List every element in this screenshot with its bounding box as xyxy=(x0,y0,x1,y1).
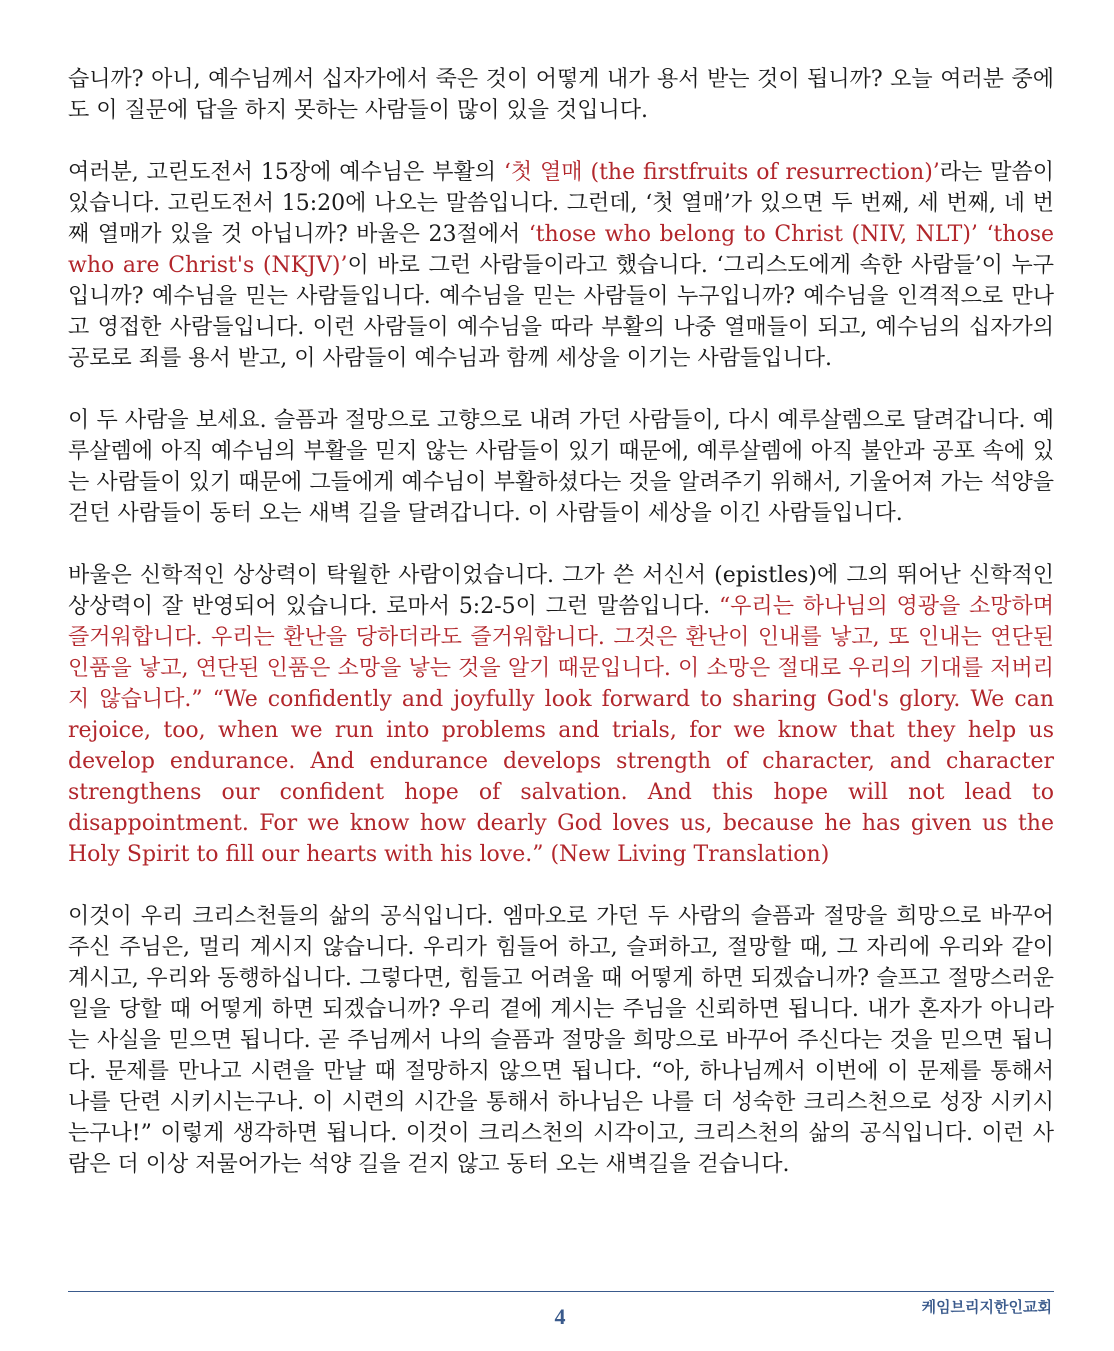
quoted-text-run: ‘those who belong to Christ (NIV, NLT)’ ‘those who are Christ's (NKJV)’ xyxy=(68,222,1055,278)
text-run: 라는 말씀이 있습니다. 고린도전서 15:20에 나오는 말씀입니다. 그런데, ‘첫 열매’가 있으면 두 번째, 세 번째, 네 번째 열매가 있을 것 아닙니까? 바울은 23절에서 xyxy=(68,160,1054,247)
quoted-text-run: ‘첫 열매 (the firstfruits of resurrection)’ xyxy=(503,160,940,185)
paragraph-2 xyxy=(68,157,1054,374)
body-text xyxy=(68,64,1054,1211)
text-run: 습니까? 아니, 예수님께서 십자가에서 죽은 것이 어떻게 내가 용서 받는 것이 됩니까? 오늘 여러분 중에도 이 질문에 답을 하지 못하는 사람들이 많이 있을 것입니다. xyxy=(68,67,1054,123)
page-number: 4 xyxy=(554,1304,566,1329)
paragraph-4 xyxy=(68,560,1054,870)
scripture-quote: “우리는 하나님의 영광을 소망하며 즐거워합니다. 우리는 환난을 당하더라도 즐거워합니다. 그것은 환난이 인내를 낳고, 또 인내는 연단된 인품을 낳고, 연단된 인품은 소망을 낳는 것을 알기 때문입니다. 이 소망은 절대로 우리의 기대를 저버리지 않습니다.” “We confidently and joyfully look forward to sharing God's glory. We can rejoice, too, when we run into problems and trials, for we know that they help us develop endurance. And endurance develops strength of character, and character strengthens our confident hope of salvation. And this hope will not lead to disappointment. For we know how dearly God loves us, because he has given us the Holy Spirit to fill our hearts with his love.” (New Living Translation) xyxy=(68,594,1054,867)
church-name: 케임브리지한인교회 xyxy=(921,1298,1052,1316)
text-run: 바울은 신학적인 상상력이 탁월한 사람이었습니다. 그가 쓴 서신서 (epistles)에 그의 뛰어난 신학적인 상상력이 잘 반영되어 있습니다. 로마서 5:2-5이 그런 말씀입니다. xyxy=(68,563,1054,619)
paragraph-1 xyxy=(68,64,1054,126)
footer-divider xyxy=(68,1291,1054,1292)
text-run: 여러분, 고린도전서 15장에 예수님은 부활의 xyxy=(68,160,504,185)
paragraph-3 xyxy=(68,405,1054,529)
text-run: 이것이 우리 크리스천들의 삶의 공식입니다. 엠마오로 가던 두 사람의 슬픔과 절망을 희망으로 바꾸어 주신 주님은, 멀리 계시지 않습니다. 우리가 힘들어 하고, 슬퍼하고, 절망할 때, 그 자리에 우리와 같이 계시고, 우리와 동행하십니다. 그렇다면, 힘들고 어려울 때 어떻게 하면 되겠습니까? 슬프고 절망스러운 일을 당할 때 어떻게 하면 되겠습니까? 우리 곁에 계시는 주님을 신뢰하면 됩니다. 내가 혼자가 아니라는 사실을 믿으면 됩니다. 곧 주님께서 나의 슬픔과 절망을 희망으로 바꾸어 주신다는 것을 믿으면 됩니다. 문제를 만나고 시련을 만날 때 절망하지 않으면 됩니다. “아, 하나님께서 이번에 이 문제를 통해서 나를 단련 시키시는구나. 이 시련의 시간을 통해서 하나님은 나를 더 성숙한 크리스천으로 성장 시키시는구나!” 이렇게 생각하면 됩니다. 이것이 크리스천의 시각이고, 크리스천의 삶의 공식입니다. 이런 사람은 더 이상 저물어가는 석양 길을 걷지 않고 동터 오는 새벽길을 걷습니다. xyxy=(68,904,1054,1177)
text-run: 이 바로 그런 사람들이라고 했습니다. ‘그리스도에게 속한 사람들’이 누구입니까? 예수님을 믿는 사람들입니다. 예수님을 믿는 사람들이 누구입니까? 예수님을 인격적으로 만나고 영접한 사람들입니다. 이런 사람들이 예수님을 따라 부활의 나중 열매들이 되고, 예수님의 십자가의 공로로 죄를 용서 받고, 이 사람들이 예수님과 함께 세상을 이기는 사람들입니다. xyxy=(68,253,1054,371)
paragraph-5 xyxy=(68,901,1054,1180)
text-run: 이 두 사람을 보세요. 슬픔과 절망으로 고향으로 내려 가던 사람들이, 다시 예루살렘으로 달려갑니다. 예루살렘에 아직 예수님의 부활을 믿지 않는 사람들이 있기 때문에, 예루살렘에 아직 불안과 공포 속에 있는 사람들이 있기 때문에 그들에게 예수님이 부활하셨다는 것을 알려주기 위해서, 기울어져 가는 석양을 걷던 사람들이 동터 오는 새벽 길을 달려갑니다. 이 사람들이 세상을 이긴 사람들입니다. xyxy=(68,408,1054,526)
